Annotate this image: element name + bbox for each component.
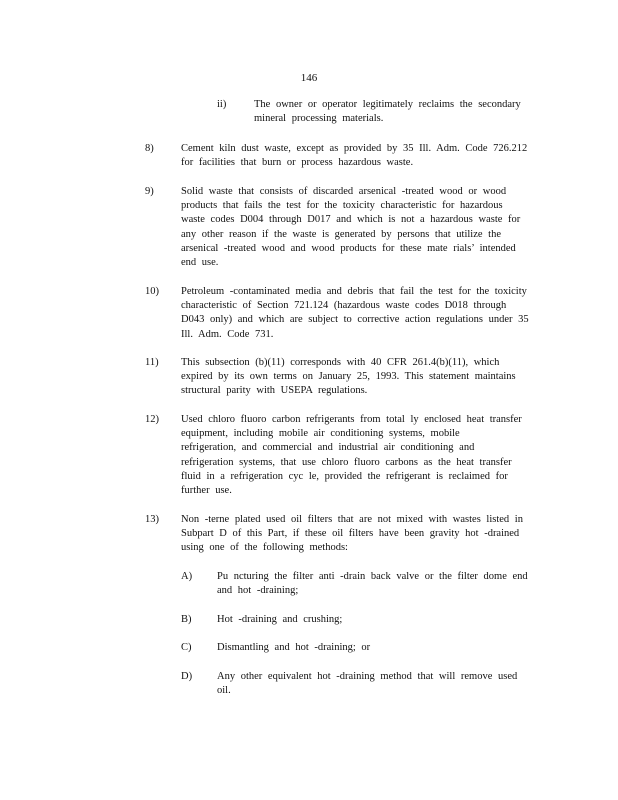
text-line: using one of the following methods: xyxy=(181,542,348,554)
item-number: 9) xyxy=(145,186,154,197)
text-line: Cement kiln dust waste, except as provided by 35 Ill. Adm. Code 726.212 xyxy=(181,143,528,154)
item-number: 10) xyxy=(145,286,159,297)
text-line: mineral processing materials. xyxy=(254,113,384,125)
text-line: for facilities that burn or process hazardous waste. xyxy=(181,157,414,169)
text-line: end use. xyxy=(181,257,219,269)
text-line: products that fails the test for the toxicity characteristic for hazardous xyxy=(181,200,503,212)
text-line: Hot -draining and crushing; xyxy=(217,614,343,625)
page-number: 146 xyxy=(300,72,318,84)
text-line: Any other equivalent hot -draining method that will remove used xyxy=(217,671,518,682)
item-text xyxy=(181,185,520,270)
text-line: Petroleum -contaminated media and debris that fail the test for the toxicity xyxy=(181,286,527,297)
subitem-label: A) xyxy=(181,571,193,582)
item-number: 8) xyxy=(145,143,154,154)
subitem-label: D) xyxy=(181,671,193,682)
subitem-label: C) xyxy=(181,642,192,653)
subitem-text xyxy=(217,670,517,698)
text-line: structural parity with USEPA regulations. xyxy=(181,385,368,397)
text-line: Pu ncturing the filter anti -drain back valve or the filter dome end xyxy=(217,571,528,582)
item-text xyxy=(181,413,522,498)
item-label: ii) xyxy=(217,99,227,110)
text-line: oil. xyxy=(217,685,231,697)
text-line: Subpart D of this Part, if these oil filters have been gravity hot -drained xyxy=(181,528,520,540)
text-line: Solid waste that consists of discarded arsenical -treated wood or wood xyxy=(181,186,507,197)
text-line: refrigeration systems, that use chloro fluoro carbons as the heat transfer xyxy=(181,456,512,468)
text-line: Dismantling and hot -draining; or xyxy=(217,642,371,653)
text-line: The owner or operator legitimately reclaims the secondary xyxy=(254,99,521,110)
text-line: D043 only) and which are subject to corrective action regulations under 35 xyxy=(181,314,529,326)
text-line: any other reason if the waste is generated by persons that utilize the xyxy=(181,228,501,240)
subitem-label: B) xyxy=(181,614,192,625)
text-line: equipment, including mobile air conditioning systems, mobile xyxy=(181,428,460,440)
text-line: expired by its own terms on January 25, 1993. This statement maintains xyxy=(181,371,516,383)
subitem-text xyxy=(217,570,528,598)
item-text xyxy=(254,98,521,126)
text-line: Ill. Adm. Code 731. xyxy=(181,328,274,340)
text-line: Used chloro fluoro carbon refrigerants from total ly enclosed heat transfer xyxy=(181,414,522,425)
text-line: refrigeration, and commercial and industrial air conditioning and xyxy=(181,442,475,454)
text-line: characteristic of Section 721.124 (hazardous waste codes D018 through xyxy=(181,300,507,312)
item-text xyxy=(181,142,527,170)
text-line: Non -terne plated used oil filters that are not mixed with wastes listed in xyxy=(181,514,523,525)
text-line: further use. xyxy=(181,485,232,497)
item-number: 13) xyxy=(145,514,159,525)
item-text xyxy=(181,513,523,556)
text-line: This subsection (b)(11) corresponds with 40 CFR 261.4(b)(11), which xyxy=(181,357,500,368)
subitem-text xyxy=(217,641,370,655)
subitem-text xyxy=(217,613,342,627)
text-line: waste codes D004 through D017 and which is not a hazardous waste for xyxy=(181,214,521,226)
item-text xyxy=(181,285,529,342)
item-number: 11) xyxy=(145,357,159,368)
text-line: fluid in a refrigeration cyc le, provided the refrigerant is reclaimed for xyxy=(181,470,508,482)
item-text xyxy=(181,356,516,399)
text-line: arsenical -treated wood and wood products for these mate rials’ intended xyxy=(181,242,516,254)
item-number: 12) xyxy=(145,414,159,425)
text-line: and hot -draining; xyxy=(217,585,299,597)
